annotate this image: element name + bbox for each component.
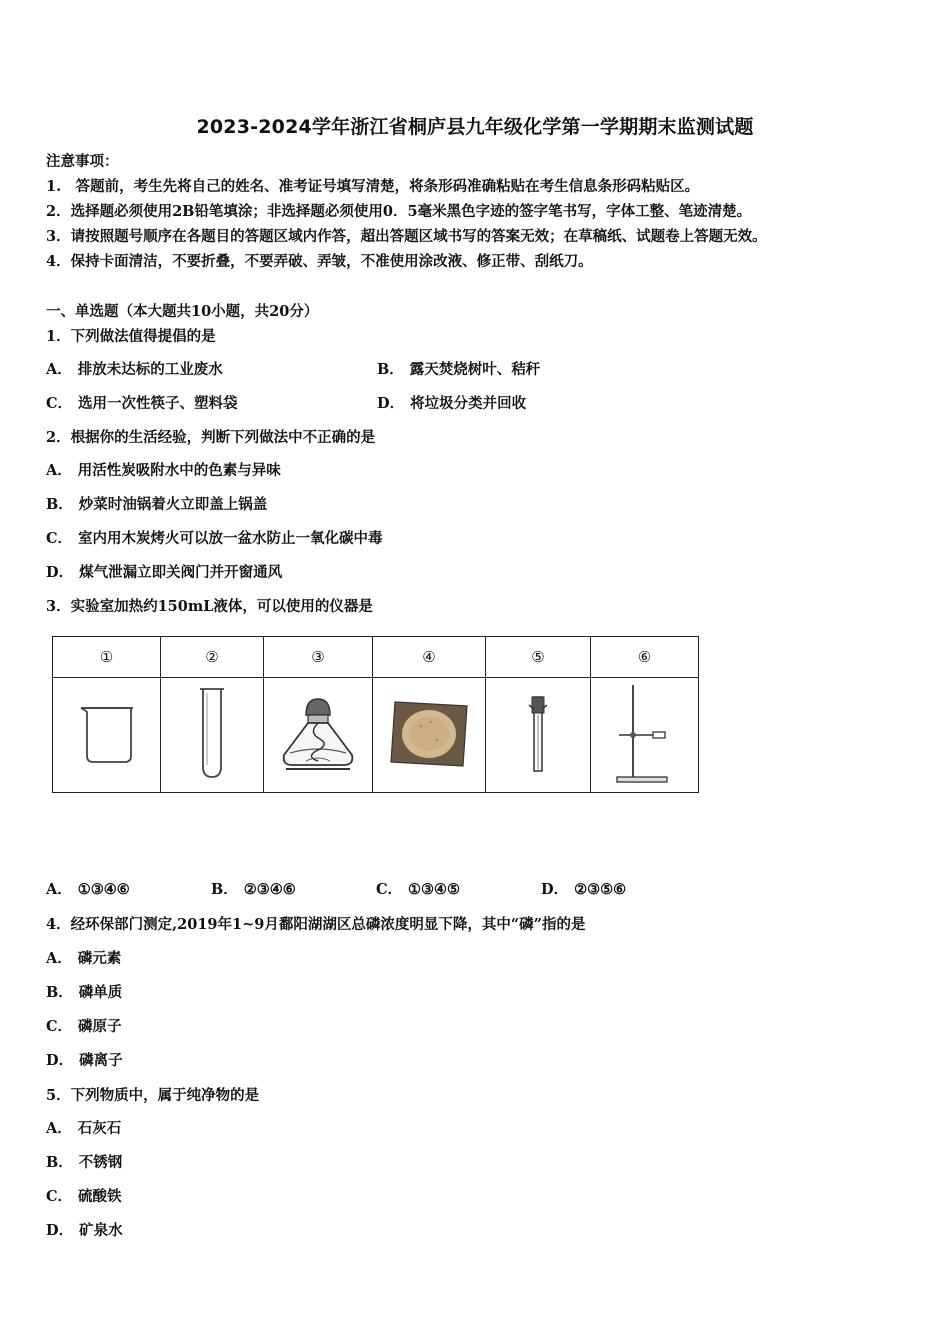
option-text: 不锈钢 xyxy=(78,1154,123,1171)
option-letter: D． xyxy=(46,1222,74,1239)
option-letter: C． xyxy=(46,530,73,547)
option-text: ②③⑤⑥ xyxy=(574,881,627,898)
option-text: ①③④⑤ xyxy=(408,881,461,898)
question-5-stem: 5．下列物质中，属于纯净物的是 xyxy=(46,1087,260,1104)
test-tube-icon xyxy=(197,685,227,781)
option-text: 磷单质 xyxy=(78,984,123,1001)
q4-option-c xyxy=(46,1017,122,1037)
option-letter: C． xyxy=(46,1018,73,1035)
option-text: 选用一次性筷子、塑料袋 xyxy=(78,395,238,412)
option-letter: D． xyxy=(46,564,74,581)
option-letter: B． xyxy=(377,361,404,378)
option-letter: B． xyxy=(46,496,73,513)
apparatus-cell-2 xyxy=(161,678,264,793)
q5-option-d xyxy=(46,1221,123,1241)
option-letter: B． xyxy=(46,984,73,1001)
option-letter: A． xyxy=(46,950,72,967)
option-letter: A． xyxy=(46,462,72,479)
apparatus-header-4: ④ xyxy=(373,637,486,678)
apparatus-cell-5 xyxy=(486,678,591,793)
option-letter: C． xyxy=(46,395,73,412)
q4-option-d xyxy=(46,1051,123,1071)
option-letter: B． xyxy=(211,881,238,898)
option-letter: A． xyxy=(46,881,72,898)
q3-option-b xyxy=(211,880,296,900)
option-text: 将垃圾分类并回收 xyxy=(410,395,527,412)
option-letter: D． xyxy=(541,881,569,898)
beaker-icon xyxy=(75,698,139,768)
q4-option-b xyxy=(46,983,122,1003)
q5-option-b xyxy=(46,1153,122,1173)
option-text: 矿泉水 xyxy=(79,1222,123,1239)
iron-stand-icon xyxy=(613,681,677,785)
q5-option-c xyxy=(46,1187,122,1207)
notice-item-2: 2．选择题必须使用2B铅笔填涂；非选择题必须使用0．5毫米黑色字迹的签字笔书写，字体工整、笔迹清楚。 xyxy=(46,203,752,220)
q1-option-a xyxy=(46,360,223,380)
option-text: 炒菜时油锅着火立即盖上锅盖 xyxy=(78,496,268,513)
option-letter: D． xyxy=(377,395,405,412)
apparatus-table xyxy=(52,636,699,793)
q2-option-b xyxy=(46,495,267,515)
notice-item-4: 4．保持卡面清洁，不要折叠，不要弄破、弄皱，不准使用涂改液、修正带、刮纸刀。 xyxy=(46,253,593,270)
option-letter: A． xyxy=(46,361,72,378)
apparatus-cell-4 xyxy=(373,678,486,793)
q5-option-a xyxy=(46,1119,121,1139)
option-text: 露天焚烧树叶、秸秆 xyxy=(409,361,541,378)
page-title: 2023-2024学年浙江省桐庐县九年级化学第一学期期末监测试题 xyxy=(196,116,754,138)
option-text: 磷原子 xyxy=(78,1018,122,1035)
option-text: 磷元素 xyxy=(77,950,122,967)
option-text: ①③④⑥ xyxy=(77,881,130,898)
option-letter: A． xyxy=(46,1120,72,1137)
option-text: 煤气泄漏立即关阀门并开窗通风 xyxy=(79,564,283,581)
q2-option-a xyxy=(46,461,281,481)
option-text: 排放未达标的工业废水 xyxy=(77,361,223,378)
option-text: 磷离子 xyxy=(79,1052,123,1069)
test-tube-clamp-icon xyxy=(523,691,553,775)
apparatus-header-2: ② xyxy=(161,637,264,678)
apparatus-cell-6 xyxy=(591,678,699,793)
notice-heading: 注意事项： xyxy=(46,153,119,170)
option-letter: B． xyxy=(46,1154,73,1171)
notice-item-3: 3．请按照题号顺序在各题目的答题区域内作答，超出答题区域书写的答案无效；在草稿纸、试题卷上答题无效。 xyxy=(46,228,767,245)
asbestos-gauze-icon xyxy=(387,696,471,770)
option-letter: D． xyxy=(46,1052,74,1069)
alcohol-lamp-icon xyxy=(278,691,358,775)
q3-option-a xyxy=(46,880,130,900)
notice-item-1: 1. 答题前，考生先将自己的姓名、准考证号填写清楚，将条形码准确粘贴在考生信息条形码粘贴区。 xyxy=(46,178,700,195)
q1-option-d xyxy=(377,394,526,414)
apparatus-header-6: ⑥ xyxy=(591,637,699,678)
option-text: 室内用木炭烤火可以放一盆水防止一氧化碳中毒 xyxy=(78,530,383,547)
option-text: 用活性炭吸附水中的色素与异味 xyxy=(77,462,281,479)
q1-option-b xyxy=(377,360,540,380)
option-text: 硫酸铁 xyxy=(78,1188,122,1205)
q3-option-c xyxy=(376,880,460,900)
q4-option-a xyxy=(46,949,121,969)
question-2-stem: 2．根据你的生活经验，判断下列做法中不正确的是 xyxy=(46,429,376,446)
option-text: 石灰石 xyxy=(77,1120,122,1137)
q2-option-c xyxy=(46,529,383,549)
apparatus-cell-3 xyxy=(264,678,373,793)
section-heading: 一、单选题（本大题共10小题，共20分） xyxy=(46,303,319,320)
question-1-stem: 1．下列做法值得提倡的是 xyxy=(46,328,216,345)
option-letter: C． xyxy=(46,1188,73,1205)
apparatus-header-1: ① xyxy=(53,637,161,678)
apparatus-header-3: ③ xyxy=(264,637,373,678)
q1-option-c xyxy=(46,394,238,414)
apparatus-cell-1 xyxy=(53,678,161,793)
q3-option-d xyxy=(541,880,626,900)
q2-option-d xyxy=(46,563,282,583)
option-letter: C． xyxy=(376,881,403,898)
option-text: ②③④⑥ xyxy=(243,881,296,898)
question-4-stem: 4．经环保部门测定,2019年1~9月鄱阳湖湖区总磷浓度明显下降，其中“磷”指的是 xyxy=(46,916,586,933)
question-3-stem: 3．实验室加热约150mL液体，可以使用的仪器是 xyxy=(46,598,373,615)
apparatus-header-5: ⑤ xyxy=(486,637,591,678)
